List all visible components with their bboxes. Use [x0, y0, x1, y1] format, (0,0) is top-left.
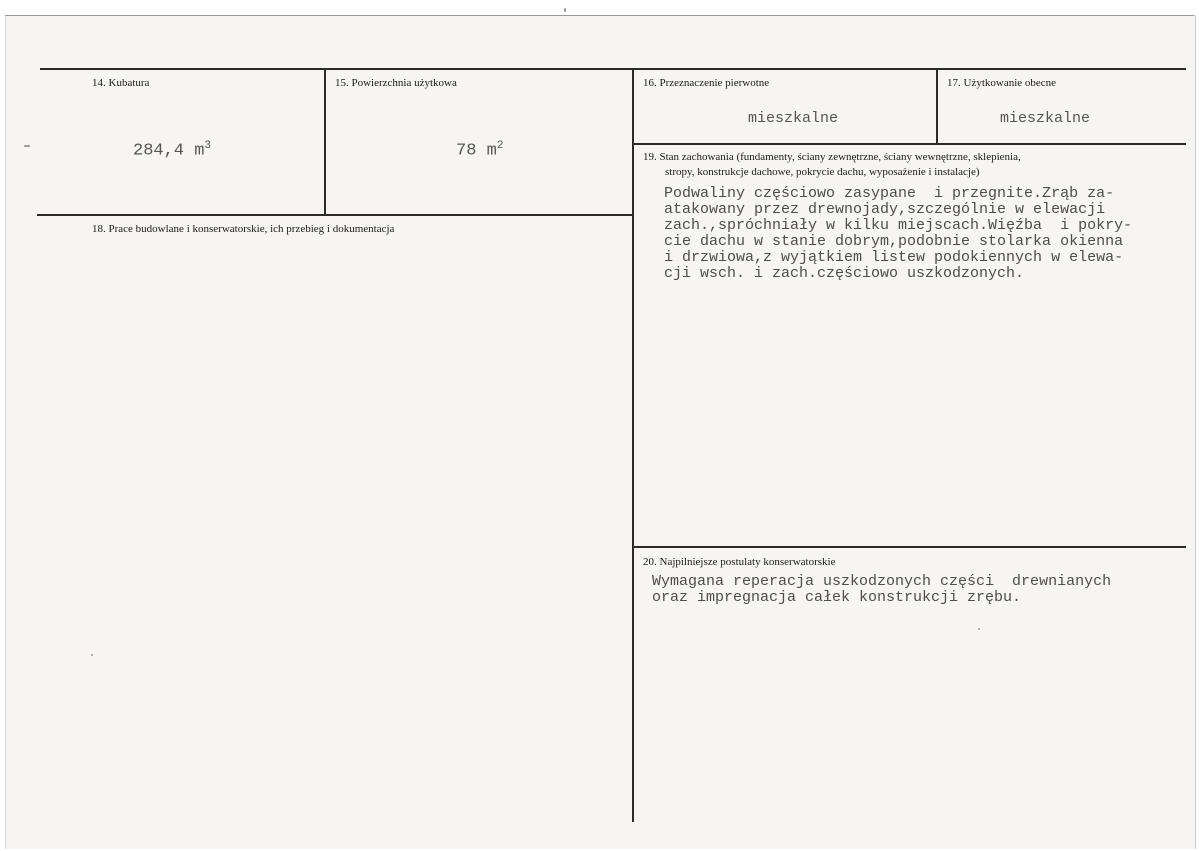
field-18-label: 18. Prace budowlane i konserwatorskie, ich przebieg i dokumentacja [92, 223, 395, 235]
field-20-text [652, 574, 1111, 606]
field-15-value [456, 140, 503, 161]
paper-speck [564, 8, 566, 12]
field-19-line: cie dachu w stanie dobrym,podobnie stolarka okienna [664, 233, 1124, 250]
field-19-label-line2: stropy, konstrukcje dachowe, pokrycie dachu, wyposażenie i instalacje) [665, 166, 980, 178]
rule-below-14-15 [37, 214, 633, 216]
card-top-edge [5, 15, 1194, 16]
paper-speck [91, 654, 93, 656]
paper-speck [978, 628, 980, 630]
field-19-line: i drzwiowa,z wyjątkiem listew podokiennych w elewa- [664, 249, 1124, 266]
field-19-text [664, 186, 1132, 282]
field-19-line: zach.,spróchniały w kilku miejscach.Więźba i pokry- [664, 217, 1133, 234]
field-14-label: 14. Kubatura [92, 77, 150, 89]
field-20-label: 20. Najpilniejsze postulaty konserwatorskie [643, 556, 836, 568]
divider-16-17 [936, 69, 938, 143]
field-14-value-text: 284,4 m [133, 141, 205, 161]
field-16-label: 16. Przeznaczenie pierwotne [643, 77, 770, 89]
field-19-line: cji wsch. i zach.częściowo uszkodzonych. [664, 265, 1025, 282]
paper-speck [24, 145, 30, 147]
rule-below-16-17 [633, 143, 1186, 145]
field-19-label-line1: 19. Stan zachowania (fundamenty, ściany zewnętrzne, ściany wewnętrzne, sklepienia, [643, 151, 1021, 163]
field-20-line: Wymagana reperacja uszkodzonych części drewnianych [652, 573, 1112, 590]
field-19-line: atakowany przez drewnojady,szczególnie w elewacji [664, 201, 1106, 218]
field-16-value: mieszkalne [748, 110, 839, 127]
field-19-line: Podwaliny częściowo zasypane i przegnite.Zrąb za- [664, 185, 1115, 202]
field-14-value [133, 140, 211, 161]
field-15-label: 15. Powierzchnia użytkowa [335, 77, 457, 89]
field-15-value-exponent: 2 [496, 140, 504, 152]
field-17-label: 17. Użytkowanie obecne [947, 77, 1057, 89]
divider-15-16 [632, 69, 634, 822]
field-14-value-exponent: 3 [204, 140, 212, 152]
field-20-line: oraz impregnacja całek konstrukcji zrębu. [652, 589, 1022, 606]
divider-14-15 [324, 69, 326, 215]
rule-above-20 [633, 546, 1186, 548]
field-17-value: mieszkalne [1000, 110, 1091, 127]
top-rule [40, 68, 1186, 70]
field-15-value-text: 78 m [456, 141, 497, 161]
